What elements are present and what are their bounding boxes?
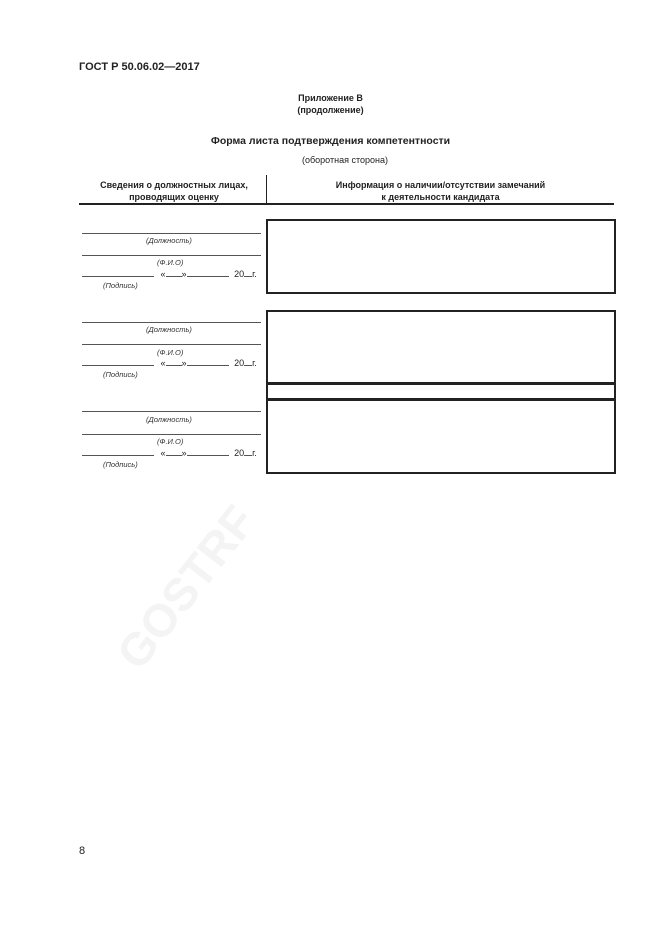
appendix-heading [0,92,661,116]
form-subtitle: (оборотная сторона) [302,155,388,165]
page-number: 8 [79,845,86,857]
header-rule [79,203,614,205]
position-caption: (Должность) [146,415,192,424]
fio-field[interactable] [82,434,261,435]
year-field[interactable] [244,447,252,456]
day-field[interactable] [166,268,182,277]
fio-caption: (Ф.И.О) [157,258,184,267]
column-header-officials: Сведения о должностных лицах, проводящих оценку [100,180,248,202]
remarks-box[interactable] [266,310,616,385]
month-field[interactable] [187,447,229,456]
appendix-subtitle: (продолжение) [297,105,364,115]
remarks-box[interactable] [266,399,616,474]
year-field[interactable] [244,357,252,366]
fio-field[interactable] [82,255,261,256]
signature-date-line: « » 20 г. [82,268,257,279]
position-caption: (Должность) [146,325,192,334]
appendix-title: Приложение В [298,93,363,103]
year-field[interactable] [244,268,252,277]
document-code: ГОСТ Р 50.06.02—2017 [79,61,200,73]
month-field[interactable] [187,357,229,366]
signature-field[interactable] [82,447,154,456]
signature-field[interactable] [82,268,154,277]
signature-caption: (Подпись) [103,460,138,469]
signature-date-line: « » 20 г. [82,447,257,458]
signature-caption: (Подпись) [103,370,138,379]
remarks-box[interactable] [266,219,616,294]
day-field[interactable] [166,447,182,456]
column-header-remarks: Информация о наличии/отсутствии замечаний к деятельности кандидата [335,180,546,202]
signature-caption: (Подпись) [103,281,138,290]
fio-caption: (Ф.И.О) [157,348,184,357]
fio-caption: (Ф.И.О) [157,437,184,446]
header-divider [266,175,267,204]
remarks-box-separator [266,382,616,400]
signature-field[interactable] [82,357,154,366]
position-field[interactable] [82,411,261,412]
position-field[interactable] [82,233,261,234]
fio-field[interactable] [82,344,261,345]
signature-date-line: « » 20 г. [82,357,257,368]
day-field[interactable] [166,357,182,366]
position-field[interactable] [82,322,261,323]
form-title: Форма листа подтверждения компетентности [210,135,451,147]
month-field[interactable] [187,268,229,277]
position-caption: (Должность) [146,236,192,245]
